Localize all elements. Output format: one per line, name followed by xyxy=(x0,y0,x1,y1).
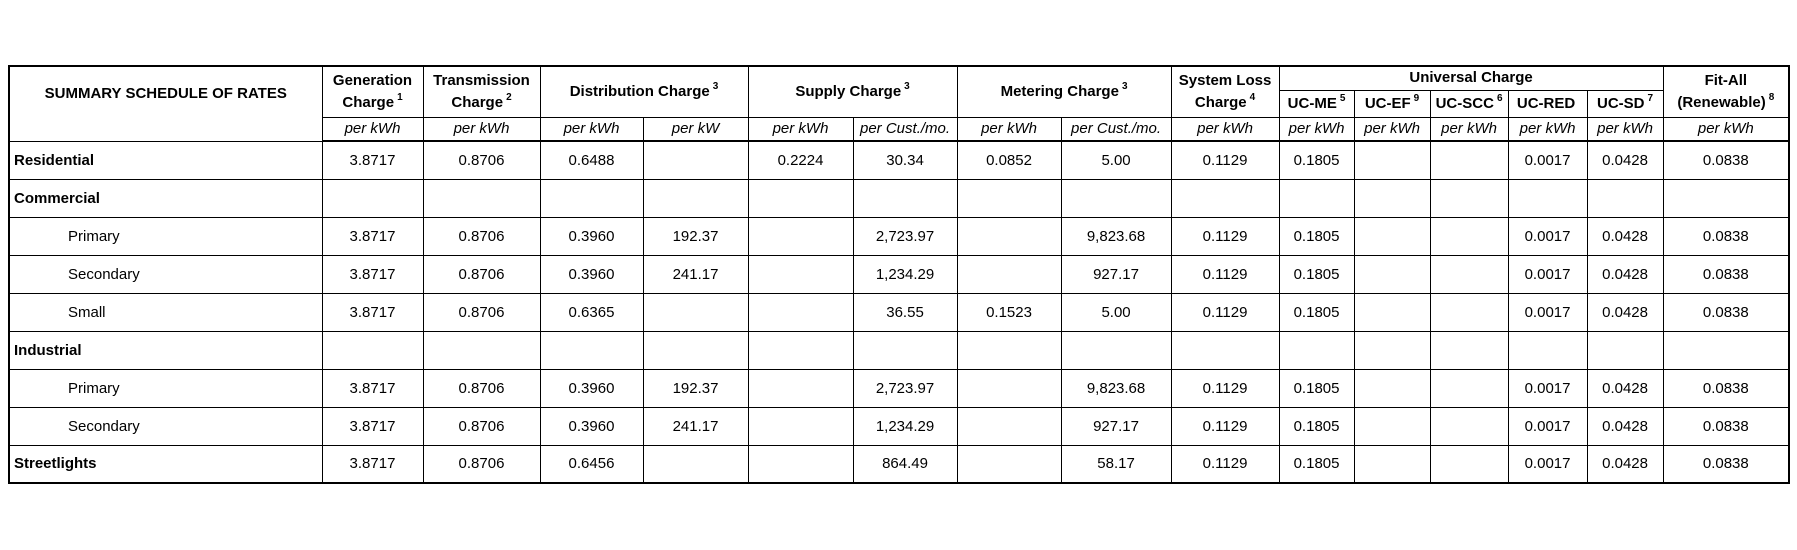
value-cell: 30.34 xyxy=(853,141,957,179)
value-cell: 241.17 xyxy=(643,255,748,293)
header-cell-transmission-charge xyxy=(423,66,540,117)
footnote-ref: 2 xyxy=(506,91,512,103)
footnote-ref: 9 xyxy=(1413,92,1420,104)
value-cell: 0.3960 xyxy=(540,407,643,445)
value-cell: 0.1523 xyxy=(957,293,1061,331)
header-row-top xyxy=(9,66,1789,90)
header-text: UC-RED xyxy=(1516,94,1576,112)
header-text: UC-SD xyxy=(1597,94,1645,112)
header-text: Fit-All xyxy=(1704,72,1748,89)
value-cell: 0.0017 xyxy=(1508,445,1587,483)
value-cell: 0.8706 xyxy=(423,217,540,255)
unit-cell: per kWh xyxy=(748,117,853,141)
value-cell: 2,723.97 xyxy=(853,369,957,407)
header-cell-uc-red xyxy=(1508,90,1587,117)
value-cell xyxy=(1430,369,1508,407)
value-cell: 0.0838 xyxy=(1663,407,1789,445)
value-cell: 5.00 xyxy=(1061,141,1171,179)
value-cell xyxy=(957,255,1061,293)
value-cell xyxy=(1354,179,1430,217)
unit-cell: per kW xyxy=(643,117,748,141)
value-cell xyxy=(1430,445,1508,483)
unit-cell: per kWh xyxy=(1663,117,1789,141)
value-cell: 241.17 xyxy=(643,407,748,445)
footnote-ref: 5 xyxy=(1339,92,1346,104)
table-row xyxy=(9,255,1789,293)
value-cell: 3.8717 xyxy=(322,217,423,255)
value-cell: 0.0838 xyxy=(1663,369,1789,407)
row-label: Small xyxy=(9,293,322,331)
value-cell xyxy=(643,179,748,217)
value-cell: 0.1805 xyxy=(1279,407,1354,445)
header-cell-uc-sd xyxy=(1587,90,1663,117)
value-cell: 0.6456 xyxy=(540,445,643,483)
value-cell: 0.0017 xyxy=(1508,369,1587,407)
value-cell: 3.8717 xyxy=(322,141,423,179)
footnote-ref: 3 xyxy=(1121,80,1128,92)
value-cell xyxy=(1430,217,1508,255)
row-label: Residential xyxy=(9,141,322,179)
header-cell-distribution-charge xyxy=(540,66,748,117)
value-cell: 0.1129 xyxy=(1171,217,1279,255)
unit-cell: per kWh xyxy=(540,117,643,141)
value-cell xyxy=(748,407,853,445)
value-cell xyxy=(957,179,1061,217)
value-cell xyxy=(322,179,423,217)
value-cell xyxy=(748,217,853,255)
value-cell xyxy=(748,369,853,407)
value-cell xyxy=(748,331,853,369)
header-text: (Renewable) xyxy=(1677,93,1766,111)
header-text: UC-ME xyxy=(1287,94,1337,112)
value-cell xyxy=(643,141,748,179)
row-label: Primary xyxy=(9,369,322,407)
value-cell: 0.8706 xyxy=(423,255,540,293)
value-cell xyxy=(1587,331,1663,369)
value-cell: 0.0017 xyxy=(1508,217,1587,255)
value-cell: 1,234.29 xyxy=(853,255,957,293)
value-cell xyxy=(1508,331,1587,369)
value-cell: 58.17 xyxy=(1061,445,1171,483)
table-row xyxy=(9,217,1789,255)
value-cell xyxy=(1508,179,1587,217)
value-cell xyxy=(957,217,1061,255)
value-cell xyxy=(1354,331,1430,369)
value-cell xyxy=(1354,141,1430,179)
value-cell: 0.0017 xyxy=(1508,255,1587,293)
value-cell: 0.3960 xyxy=(540,217,643,255)
footnote-ref: 6 xyxy=(1496,92,1503,104)
value-cell xyxy=(643,293,748,331)
unit-cell: per Cust./mo. xyxy=(853,117,957,141)
value-cell xyxy=(423,331,540,369)
value-cell xyxy=(322,331,423,369)
value-cell xyxy=(643,331,748,369)
value-cell: 5.00 xyxy=(1061,293,1171,331)
value-cell xyxy=(1279,179,1354,217)
value-cell: 0.8706 xyxy=(423,369,540,407)
value-cell: 0.1805 xyxy=(1279,217,1354,255)
value-cell xyxy=(423,179,540,217)
table-title: SUMMARY SCHEDULE OF RATES xyxy=(9,66,322,141)
unit-cell: per Cust./mo. xyxy=(1061,117,1171,141)
value-cell: 0.1129 xyxy=(1171,141,1279,179)
value-cell xyxy=(853,179,957,217)
value-cell xyxy=(1354,369,1430,407)
header-cell-supply-charge xyxy=(748,66,957,117)
value-cell: 192.37 xyxy=(643,369,748,407)
value-cell xyxy=(748,255,853,293)
value-cell xyxy=(1430,141,1508,179)
value-cell xyxy=(1354,445,1430,483)
value-cell xyxy=(1354,407,1430,445)
value-cell: 3.8717 xyxy=(322,255,423,293)
value-cell: 0.1805 xyxy=(1279,255,1354,293)
value-cell: 0.1129 xyxy=(1171,445,1279,483)
value-cell xyxy=(1354,255,1430,293)
value-cell: 927.17 xyxy=(1061,255,1171,293)
value-cell xyxy=(1171,331,1279,369)
value-cell xyxy=(1430,293,1508,331)
summary-schedule-of-rates-table xyxy=(8,65,1790,484)
value-cell xyxy=(1430,255,1508,293)
value-cell: 0.3960 xyxy=(540,369,643,407)
value-cell: 192.37 xyxy=(643,217,748,255)
value-cell: 0.0017 xyxy=(1508,141,1587,179)
value-cell: 3.8717 xyxy=(322,293,423,331)
value-cell xyxy=(957,445,1061,483)
value-cell: 0.0017 xyxy=(1508,293,1587,331)
table-row xyxy=(9,293,1789,331)
header-text: Charge xyxy=(1194,93,1247,111)
value-cell: 0.8706 xyxy=(423,141,540,179)
value-cell: 3.8717 xyxy=(322,445,423,483)
header-text: Metering Charge xyxy=(1000,82,1119,100)
value-cell xyxy=(1279,331,1354,369)
unit-cell: per kWh xyxy=(1430,117,1508,141)
value-cell xyxy=(1663,179,1789,217)
row-label: Industrial xyxy=(9,331,322,369)
row-label: Secondary xyxy=(9,407,322,445)
table-row xyxy=(9,141,1789,179)
value-cell: 0.3960 xyxy=(540,255,643,293)
value-cell: 0.6365 xyxy=(540,293,643,331)
value-cell xyxy=(1430,407,1508,445)
value-cell xyxy=(1061,331,1171,369)
value-cell: 0.8706 xyxy=(423,407,540,445)
value-cell: 0.0852 xyxy=(957,141,1061,179)
value-cell: 0.1129 xyxy=(1171,293,1279,331)
unit-cell: per kWh xyxy=(1354,117,1430,141)
header-text: Generation xyxy=(332,72,413,89)
value-cell: 0.0838 xyxy=(1663,445,1789,483)
value-cell: 0.0838 xyxy=(1663,255,1789,293)
footnote-ref: 7 xyxy=(1647,92,1654,104)
value-cell xyxy=(748,293,853,331)
value-cell: 0.0428 xyxy=(1587,293,1663,331)
value-cell xyxy=(643,445,748,483)
value-cell: 0.2224 xyxy=(748,141,853,179)
value-cell xyxy=(540,179,643,217)
footnote-ref: 3 xyxy=(904,80,910,92)
header-cell-fit-all xyxy=(1663,66,1789,117)
footnote-ref: 3 xyxy=(712,80,719,92)
value-cell: 0.1805 xyxy=(1279,141,1354,179)
value-cell: 0.0838 xyxy=(1663,141,1789,179)
value-cell: 0.0838 xyxy=(1663,293,1789,331)
table-row xyxy=(9,369,1789,407)
value-cell xyxy=(1430,331,1508,369)
header-text: UC-SCC xyxy=(1435,94,1494,112)
value-cell: 9,823.68 xyxy=(1061,217,1171,255)
footnote-ref: 4 xyxy=(1249,91,1256,103)
unit-cell: per kWh xyxy=(1279,117,1354,141)
value-cell xyxy=(957,369,1061,407)
value-cell: 0.0017 xyxy=(1508,407,1587,445)
value-cell: 0.1805 xyxy=(1279,445,1354,483)
unit-cell: per kWh xyxy=(1508,117,1587,141)
header-text: Transmission xyxy=(433,72,530,89)
value-cell xyxy=(1587,179,1663,217)
value-cell: 0.1129 xyxy=(1171,407,1279,445)
row-label: Commercial xyxy=(9,179,322,217)
value-cell xyxy=(853,331,957,369)
value-cell: 0.0428 xyxy=(1587,255,1663,293)
header-text: Charge xyxy=(451,93,504,111)
value-cell: 864.49 xyxy=(853,445,957,483)
row-label: Secondary xyxy=(9,255,322,293)
header-cell-generation-charge xyxy=(322,66,423,117)
value-cell: 0.8706 xyxy=(423,293,540,331)
header-text: UC-EF xyxy=(1364,94,1411,112)
value-cell xyxy=(748,445,853,483)
value-cell xyxy=(1354,217,1430,255)
header-cell-universal-charge xyxy=(1279,66,1663,90)
value-cell xyxy=(1430,179,1508,217)
value-cell: 9,823.68 xyxy=(1061,369,1171,407)
header-cell-uc-ef xyxy=(1354,90,1430,117)
table-row xyxy=(9,331,1789,369)
header-cell-metering-charge xyxy=(957,66,1171,117)
value-cell: 0.0428 xyxy=(1587,369,1663,407)
unit-cell: per kWh xyxy=(322,117,423,141)
value-cell: 0.0428 xyxy=(1587,445,1663,483)
row-label: Primary xyxy=(9,217,322,255)
value-cell xyxy=(957,407,1061,445)
value-cell xyxy=(1171,179,1279,217)
footnote-ref: 1 xyxy=(397,91,403,103)
value-cell xyxy=(1061,179,1171,217)
value-cell: 0.1805 xyxy=(1279,293,1354,331)
value-cell: 0.0428 xyxy=(1587,407,1663,445)
rates-tbody xyxy=(9,141,1789,483)
value-cell: 0.6488 xyxy=(540,141,643,179)
header-text: Universal Charge xyxy=(1409,69,1533,87)
value-cell xyxy=(1663,331,1789,369)
footnote-ref: 8 xyxy=(1768,91,1775,103)
table-row xyxy=(9,445,1789,483)
value-cell: 0.0428 xyxy=(1587,141,1663,179)
row-label: Streetlights xyxy=(9,445,322,483)
value-cell xyxy=(1354,293,1430,331)
table-row xyxy=(9,407,1789,445)
value-cell: 3.8717 xyxy=(322,407,423,445)
value-cell: 0.1129 xyxy=(1171,255,1279,293)
header-text: Supply Charge xyxy=(795,82,902,100)
value-cell: 0.1805 xyxy=(1279,369,1354,407)
value-cell: 0.0838 xyxy=(1663,217,1789,255)
value-cell: 1,234.29 xyxy=(853,407,957,445)
value-cell: 36.55 xyxy=(853,293,957,331)
header-cell-uc-scc xyxy=(1430,90,1508,117)
value-cell: 3.8717 xyxy=(322,369,423,407)
value-cell: 0.8706 xyxy=(423,445,540,483)
table-row xyxy=(9,179,1789,217)
value-cell: 0.0428 xyxy=(1587,217,1663,255)
unit-cell: per kWh xyxy=(1171,117,1279,141)
value-cell xyxy=(957,331,1061,369)
unit-cell: per kWh xyxy=(423,117,540,141)
value-cell xyxy=(748,179,853,217)
header-cell-uc-me xyxy=(1279,90,1354,117)
header-text: Distribution Charge xyxy=(569,82,710,100)
header-cell-system-loss-charge xyxy=(1171,66,1279,117)
unit-cell: per kWh xyxy=(1587,117,1663,141)
header-text: Charge xyxy=(342,93,395,111)
value-cell: 2,723.97 xyxy=(853,217,957,255)
value-cell: 0.1129 xyxy=(1171,369,1279,407)
value-cell xyxy=(540,331,643,369)
header-text: System Loss xyxy=(1178,72,1272,89)
unit-cell: per kWh xyxy=(957,117,1061,141)
value-cell: 927.17 xyxy=(1061,407,1171,445)
